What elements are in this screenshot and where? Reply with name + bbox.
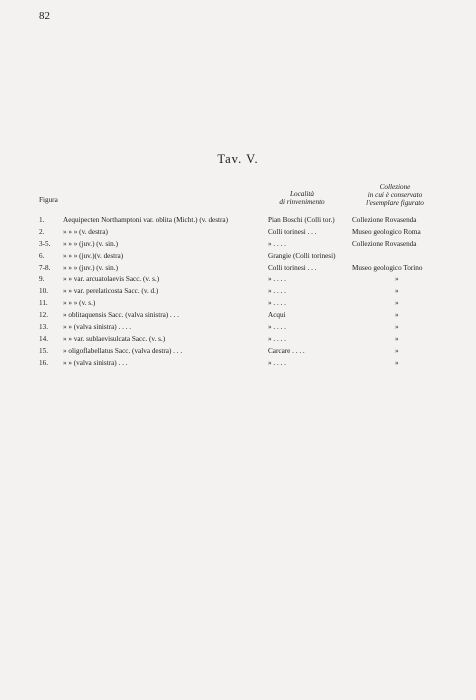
column-header-localita bbox=[262, 190, 342, 206]
collection: Collezione Rovasenda bbox=[352, 239, 417, 248]
table-row bbox=[0, 323, 476, 335]
column-header-localita-line: Località bbox=[290, 190, 314, 198]
locality: Colli torinesi . . . bbox=[268, 227, 317, 236]
collection: Collezione Rovasenda bbox=[352, 216, 417, 224]
collection: » bbox=[395, 358, 399, 367]
species-description: » » » (v. destra) bbox=[63, 227, 108, 236]
table-row bbox=[0, 287, 476, 299]
species-description: » » var. arcuatolaevis Sacc. (v. s.) bbox=[63, 275, 160, 284]
figure-number: 15. bbox=[39, 346, 48, 355]
table-row bbox=[0, 240, 476, 252]
figure-number: 16. bbox=[39, 358, 48, 367]
species-description: » » » (juv.) (v. sin.) bbox=[63, 239, 118, 248]
locality: » . . . . bbox=[268, 299, 286, 308]
table-row bbox=[0, 359, 476, 371]
species-description: » oblitaquensis Sacc. (valva sinistra) . . . bbox=[63, 311, 179, 320]
table-row bbox=[0, 311, 476, 323]
table-row bbox=[0, 264, 476, 276]
collection: Museo geologico Roma bbox=[352, 227, 421, 236]
species-description: » » var. perelaticosta Sacc. (v. d.) bbox=[63, 287, 159, 296]
figure-number: 1. bbox=[39, 216, 45, 224]
collection: » bbox=[395, 346, 399, 355]
species-description: » » » (juv.)(v. destra) bbox=[63, 251, 124, 260]
figure-number: 2. bbox=[39, 227, 45, 236]
figure-number: 12. bbox=[39, 311, 48, 320]
collection: Museo geologico Torino bbox=[352, 263, 423, 272]
figure-number: 9. bbox=[39, 275, 45, 284]
locality: » . . . . bbox=[268, 275, 286, 284]
plate-title: Tav. V. bbox=[217, 152, 259, 166]
figure-number: 11. bbox=[39, 299, 48, 308]
figure-number: 13. bbox=[39, 323, 48, 332]
figure-number: 3-5. bbox=[39, 239, 51, 248]
collection: » bbox=[395, 299, 399, 308]
locality: Grangie (Colli torinesi) bbox=[268, 251, 336, 260]
species-description: » oligoflabellatus Sacc. (valva destra) . . . bbox=[63, 346, 183, 355]
figure-number: 14. bbox=[39, 334, 48, 343]
column-header-collezione-line: l'esemplare figurato bbox=[366, 199, 424, 207]
collection: » bbox=[395, 334, 399, 343]
collection: » bbox=[395, 287, 399, 296]
collection: » bbox=[395, 323, 399, 332]
column-header-figura: Figura bbox=[39, 196, 58, 204]
figure-number: 7-8. bbox=[39, 263, 51, 272]
table-row bbox=[0, 299, 476, 311]
table-row bbox=[0, 216, 476, 228]
figure-table bbox=[0, 216, 476, 371]
species-description: » » var. sublaevisulcata Sacc. (v. s.) bbox=[63, 334, 166, 343]
table-row bbox=[0, 252, 476, 264]
table-row bbox=[0, 228, 476, 240]
species-description: » » » (juv.) (v. sin.) bbox=[63, 263, 118, 272]
collection: » bbox=[395, 311, 399, 320]
table-row bbox=[0, 335, 476, 347]
table-row bbox=[0, 275, 476, 287]
figure-number: 6. bbox=[39, 251, 45, 260]
locality: » . . . . bbox=[268, 239, 286, 248]
species-description: Aequipecten Northamptoni var. oblita (Micht.) (v. destra) bbox=[63, 216, 228, 224]
collection: » bbox=[395, 275, 399, 284]
locality: Acqui bbox=[268, 311, 286, 320]
column-header-collezione-line: in cui è conservato bbox=[367, 191, 423, 199]
species-description: » » » (v. s.) bbox=[63, 299, 96, 308]
locality: Pian Boschi (Colli tor.) bbox=[268, 216, 335, 224]
locality: » . . . . bbox=[268, 323, 286, 332]
figure-number: 10. bbox=[39, 287, 48, 296]
locality: » . . . . bbox=[268, 334, 286, 343]
locality: Colli torinesi . . . bbox=[268, 263, 317, 272]
species-description: » » (valva sinistra) . . . bbox=[63, 358, 128, 367]
locality: Carcare . . . . bbox=[268, 346, 305, 355]
column-header-collezione-line: Collezione bbox=[379, 183, 411, 191]
column-header-localita-line: di rinvenimento bbox=[279, 198, 325, 206]
species-description: » » (valva sinistra) . . . . bbox=[63, 323, 132, 332]
locality: » . . . . bbox=[268, 358, 286, 367]
table-row bbox=[0, 347, 476, 359]
column-header-collezione bbox=[352, 183, 438, 207]
locality: » . . . . bbox=[268, 287, 286, 296]
page-number: 82 bbox=[39, 10, 50, 22]
